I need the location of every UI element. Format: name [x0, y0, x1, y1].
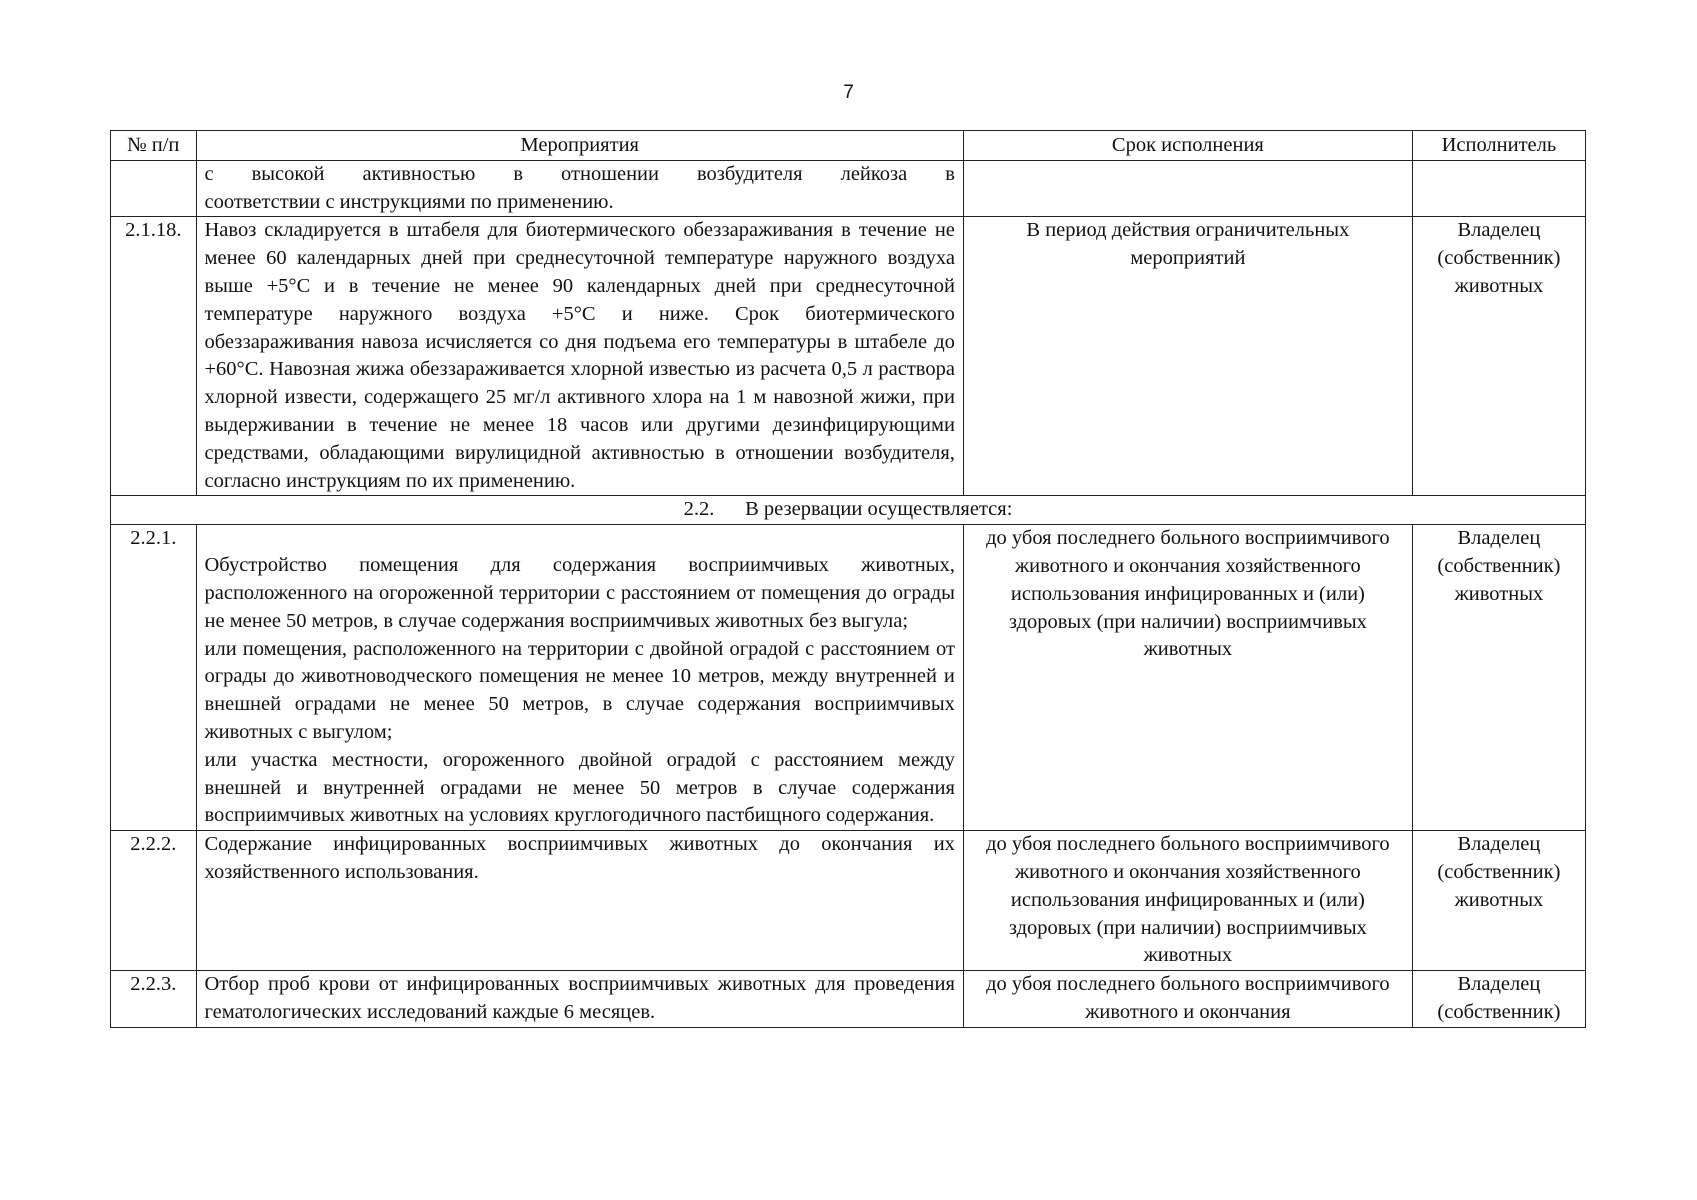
row-term: до убоя последнего больного восприимчивого животного и окончания хозяйственного использования инфицированных и (или) здоровых (при наличии) восприимчивых животных [963, 525, 1412, 831]
table-row [111, 971, 1586, 1028]
measure-text: или участка местности, огороженного двойной оградой с расстоянием между внешней и внутренней оградами не менее 50 метров в случае содержания восприимчивых животных на условиях круглогодичного пастбищного содержания. [204, 748, 955, 827]
measure-text: Отбор проб крови от инфицированных восприимчивых животных для проведения гематологических исследований каждые 6 месяцев. [204, 973, 955, 1023]
header-num: № п/п [111, 131, 197, 161]
section-row [111, 496, 1586, 525]
measure-text: Содержание инфицированных восприимчивых животных до окончания их хозяйственного использования. [204, 833, 955, 883]
row-measure [196, 971, 963, 1028]
table-header-row [111, 131, 1586, 161]
table-row [111, 831, 1586, 971]
row-term: до убоя последнего больного восприимчивого животного и окончания [963, 971, 1412, 1028]
row-term: до убоя последнего больного восприимчивого животного и окончания хозяйственного использования инфицированных и (или) здоровых (при наличии) восприимчивых животных [963, 831, 1412, 971]
header-measures: Мероприятия [196, 131, 963, 161]
row-executor: Владелец (собственник) животных [1412, 217, 1585, 496]
header-executor: Исполнитель [1412, 131, 1585, 161]
row-executor: Владелец (собственник) [1412, 971, 1585, 1028]
row-num: 2.2.1. [111, 525, 197, 831]
row-measure [196, 831, 963, 971]
row-term: В период действия ограничительных мероприятий [963, 217, 1412, 496]
row-measure [196, 217, 963, 496]
page-number: 7 [843, 82, 854, 103]
row-measure [196, 160, 963, 217]
row-measure [196, 525, 963, 831]
row-executor: Владелец (собственник) животных [1412, 525, 1585, 831]
row-num: 2.2.2. [111, 831, 197, 971]
table-row [111, 525, 1586, 831]
table-row [111, 217, 1586, 496]
row-num: 2.1.18. [111, 217, 197, 496]
row-num: 2.2.3. [111, 971, 197, 1028]
measure-text: или помещения, расположенного на территории с двойной оградой с расстоянием от ограды до животноводческого помещения не менее 10 метров, между внутренней и внешней оградами не менее 50 метров, в случае содержания восприимчивых животных с выгулом; [204, 637, 955, 743]
header-term: Срок исполнения [963, 131, 1412, 161]
row-executor [1412, 160, 1585, 217]
measure-text: соответствии с инструкциями по применению. [204, 190, 614, 213]
row-executor: Владелец (собственник) животных [1412, 831, 1585, 971]
row-num [111, 160, 197, 217]
measure-text: Обустройство помещения для содержания восприимчивых животных, расположенного на огороженной территории с расстоянием от помещения до ограды не менее 50 метров, в случае содержания восприимчивых животных без выгула; [204, 554, 955, 632]
measure-text: Навоз складируется в штабеля для биотермического обеззараживания в течение не менее 60 календарных дней при среднесуточной температуре наружного воздуха выше +5°С и в течение не менее 90 календарных дней при среднесуточной температуре наружного воздуха +5°С и ниже. Срок биотермического обеззараживания навоза исчисляется со дня подъема его температуры в штабеле до +60°С. Навозная жижа обеззараживается хлорной известью из расчета 0,5 л раствора хлорной извести, содержащего 25 мг/л активного хлора на 1 м навозной жижи, при выдерживании в течение не менее 18 часов или другими дезинфицирующими средствами, обладающими вирулицидной активностью в отношении возбудителя, согласно инструкциям по их применению. [204, 219, 955, 492]
section-heading: 2.2. В резервации осуществляется: [111, 496, 1586, 525]
table-row [111, 160, 1586, 217]
measures-table [110, 130, 1586, 1028]
measure-text: с высокой активностью в отношении возбудителя лейкоза в [204, 162, 955, 185]
row-term [963, 160, 1412, 217]
